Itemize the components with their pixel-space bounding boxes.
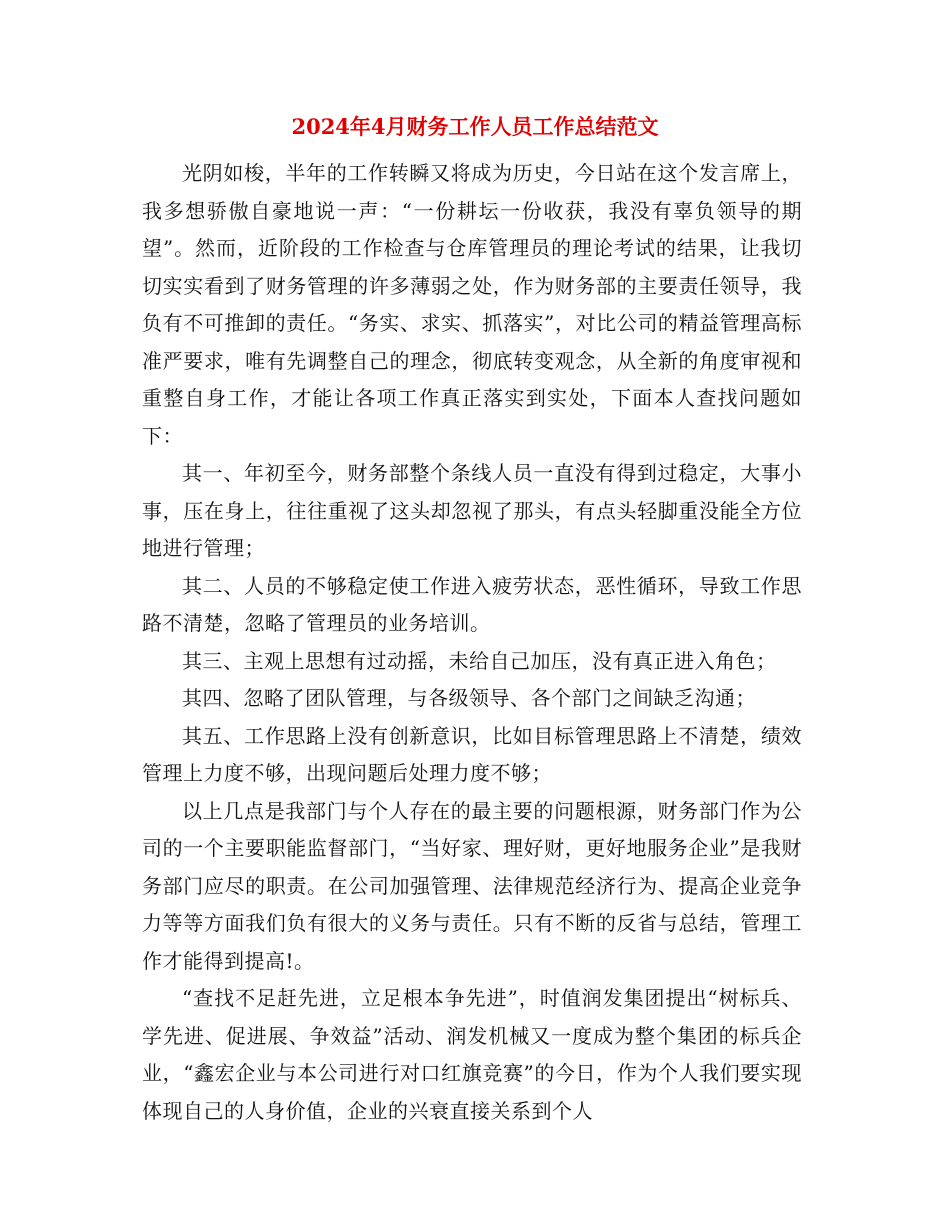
paragraph-intro: 光阴如梭，半年的工作转瞬又将成为历史，今日站在这个发言席上，我多想骄傲自豪地说一声：“一份耕坛一份收获，我没有辜负领导的期望”。然而，近阶段的工作检查与仓库管理员的理论考试的结果，让我切切实实看到了财务管理的许多薄弱之处，作为财务部的主要责任领导，我负有不可推卸的责任。“务实、求实、抓落实”，对比公司的精益管理高标准严要求，唯有先调整自己的理念，彻底转变观念，从全新的角度审视和重整自身工作，才能让各项工作真正落实到实处，下面本人查找问题如下：: [142, 161, 802, 448]
document-title: 2024年4月财务工作人员工作总结范文: [291, 114, 659, 139]
document-body: [142, 155, 802, 1130]
paragraph-issue-3: 其三、主观上思想有过动摇，未给自己加压，没有真正进入角色；: [182, 648, 777, 673]
paragraph-campaign: “查找不足赶先进，立足根本争先进”，时值润发集团提出“树标兵、学先进、促进展、争效益”活动、润发机械又一度成为整个集团的标兵企业，“鑫宏企业与本公司进行对口红旗竞赛”的今日，作为个人我们要实现体现自己的人身价值，企业的兴衰直接关系到个人: [142, 986, 802, 1123]
paragraph-summary: 以上几点是我部门与个人存在的最主要的问题根源，财务部门作为公司的一个主要职能监督部门，“当好家、理好财，更好地服务企业”是我财务部门应尽的职责。在公司加强管理、法律规范经济行为、提高企业竞争力等等方面我们负有很大的义务与责任。只有不断的反省与总结，管理工作才能得到提高!。: [142, 798, 802, 973]
paragraph-issue-5: 其五、工作思路上没有创新意识，比如目标管理思路上不清楚，绩效管理上力度不够，出现问题后处理力度不够；: [142, 723, 802, 785]
paragraph-issue-1: 其一、年初至今，财务部整个条线人员一直没有得到过稳定，大事小事，压在身上，往往重视了这头却忽视了那头，有点头轻脚重没能全方位地进行管理；: [142, 461, 802, 560]
paragraph-issue-4: 其四、忽略了团队管理，与各级领导、各个部门之间缺乏沟通；: [182, 686, 756, 710]
paragraph-issue-2: 其二、人员的不够稳定使工作进入疲劳状态，恶性循环，导致工作思路不清楚，忽略了管理员的业务培训。: [142, 573, 802, 635]
